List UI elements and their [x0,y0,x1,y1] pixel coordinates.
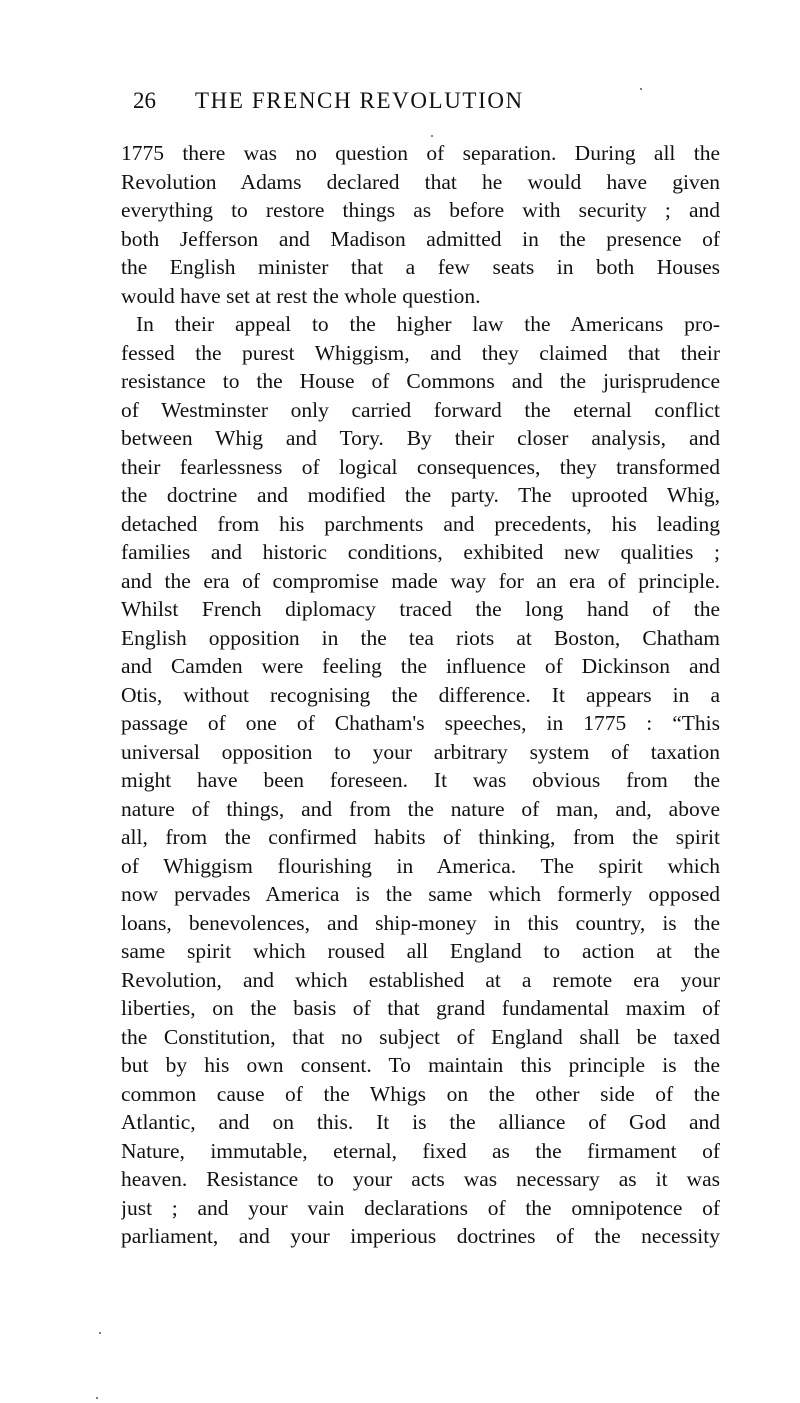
text-line: Atlantic, and on this. It is the alliance of God and [121,1110,720,1134]
page-number: 26 [133,88,156,113]
text-line: nature of things, and from the nature of man, and, above [121,796,720,821]
text-line: their fearlessness of logical consequences, they transformed [121,454,720,479]
text-line: Revolution, and which established at a remote era your [121,967,720,992]
text-line: resistance to the House of Commons and the jurisprudence [121,369,720,393]
running-header [121,88,721,118]
text-line: would have set at rest the whole question. [121,283,481,308]
text-line: but by his own consent. To maintain this principle is the [121,1053,720,1077]
text-line: fessed the purest Whiggism, and they claimed that their [121,340,720,365]
text-line: now pervades America is the same which formerly opposed [121,882,720,906]
text-line: the doctrine and modified the party. The uprooted Whig, [121,483,720,507]
scan-speck [431,135,433,137]
text-line: all, from the confirmed habits of thinking, from the spirit [121,825,720,849]
text-line: 1775 there was no question of separation. During all the [121,141,720,165]
text-line: common cause of the Whigs on the other side of the [121,1081,720,1106]
text-line: Otis, without recognising the difference. It appears in a [121,682,720,707]
text-line: and Camden were feeling the influence of Dickinson and [121,654,720,678]
running-title: THE FRENCH REVOLUTION [195,88,524,113]
text-line: families and historic conditions, exhibited new qualities ; [121,540,720,564]
text-line: and the era of compromise made way for an era of principle. [121,568,720,593]
text-line: of Westminster only carried forward the eternal conflict [121,397,720,422]
text-line: passage of one of Chatham's speeches, in 1775 : “This [121,711,720,735]
text-line: same spirit which roused all England to action at the [121,939,720,963]
text-line: Whilst French diplomacy traced the long hand of the [121,597,720,621]
text-line: universal opposition to your arbitrary system of taxation [121,739,720,764]
scan-speck [99,1332,101,1334]
text-line: both Jefferson and Madison admitted in the presence of [121,226,720,251]
body-text [121,139,720,1251]
text-line: detached from his parchments and precedents, his leading [121,511,720,536]
scan-speck [96,1397,98,1399]
text-line: heaven. Resistance to your acts was necessary as it was [121,1167,720,1191]
text-line: might have been foreseen. It was obvious from the [121,768,720,792]
text-line: just ; and your vain declarations of the omnipotence of [121,1195,720,1220]
text-line: the English minister that a few seats in both Houses [121,255,720,279]
scan-speck [640,88,642,90]
text-line: the Constitution, that no subject of England shall be taxed [121,1024,720,1049]
text-line: of Whiggism flourishing in America. The spirit which [121,853,720,878]
text-line: Revolution Adams declared that he would have given [121,169,720,194]
text-line: parliament, and your imperious doctrines of the necessity [121,1224,720,1248]
text-line: everything to restore things as before with security ; and [121,198,720,222]
text-line: liberties, on the basis of that grand fundamental maxim of [121,996,720,1020]
text-line: In their appeal to the higher law the Americans pro- [136,312,720,336]
text-line: loans, benevolences, and ship-money in this country, is the [121,910,720,935]
text-line: Nature, immutable, eternal, fixed as the firmament of [121,1138,720,1163]
text-line: between Whig and Tory. By their closer analysis, and [121,426,720,450]
text-line: English opposition in the tea riots at Boston, Chatham [121,625,720,650]
